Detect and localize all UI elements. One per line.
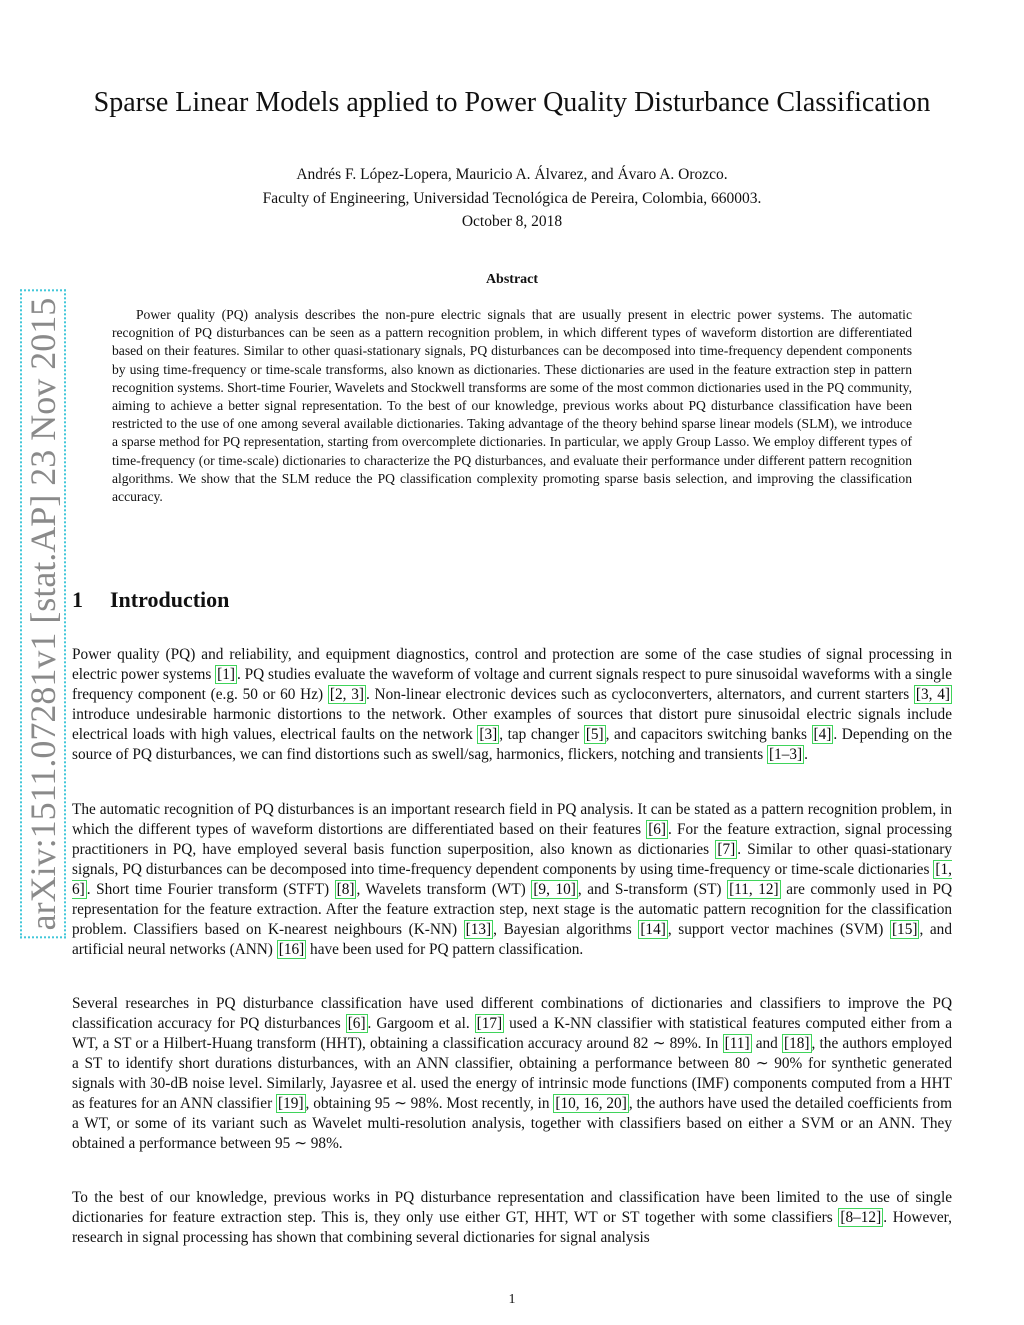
citation-link[interactable]: [6]: [648, 821, 667, 838]
text-run: introduce undesirable harmonic distortions to the network. Other examples of sources that distort pure sinusoidal electric signals include electrical loads with high values, electrical faults on the network: [72, 706, 952, 743]
text-run: To the best of our knowledge, previous works in PQ disturbance representation and classification have been limited to the use of single dictionaries for feature extraction step. This is, they only use either GT, HHT, WT or ST together with some classifiers: [72, 1189, 952, 1226]
paper-authors: Andrés F. López-Lopera, Mauricio A. Álvarez, and Ávaro A. Orozco.: [296, 166, 728, 183]
text-run: . Depending on the source of PQ disturbances, we can find distortions such as swell/sag, harmonics, flickers, notching and transients: [72, 726, 952, 763]
text-run: , the authors employed a ST to identify short durations disturbances, with an ANN classifier, obtaining a performance between 80 ∼ 90% for synthetic generated signals with 30-dB noise level. Similarly, Jayasree et al. used the energy of intrinsic mode functions (IMF) components computed from a HHT as features for an ANN classifier: [72, 1035, 952, 1112]
text-run: Several researches in PQ disturbance classification have used different combinations of dictionaries and classifiers to improve the PQ classification accuracy for PQ disturbances: [72, 995, 952, 1032]
text-run: , Wavelets transform (WT): [356, 881, 532, 898]
text-run: used a K-NN classifier with statistical features computed either from a WT, a ST or a Hilbert-Huang transform (HHT), obtaining a classification accuracy around 82 ∼ 89%. In: [72, 1015, 952, 1052]
abstract-text: Power quality (PQ) analysis describes the non-pure electric signals that are usually present in electric power systems. The automatic recognition of PQ disturbances can be seen as a pattern recognition problem, in which different types of waveform distortion are differentiated based on their features. Similar to other quasi-stationary signals, PQ disturbances can be decomposed into time-frequency dependent components by using time-frequency or time-scale transforms, also known as dictionaries. These dictionaries are used in the feature extraction step in pattern recognition systems. Short-time Fourier, Wavelets and Stockwell transforms are some of the most common dictionaries used in the PQ community, aiming to achieve a better signal representation. To the best of our knowledge, previous works about PQ disturbance classification have been restricted to the use of one among several available dictionaries. Taking advantage of the theory behind sparse linear models (SLM), we introduce a sparse method for PQ representation, starting from overcomplete dictionaries. In particular, we apply Group Lasso. We employ different types of time-frequency (or time-scale) dictionaries to characterize the PQ disturbances, and evaluate their performance under different pattern recognition algorithms. We show that the SLM reduce the PQ classification complexity promoting sparse basis selection, and improving the classification accuracy.: [112, 307, 912, 505]
text-run: are commonly used in PQ representation for the feature extraction. After the feature extraction step, next stage is the automatic pattern recognition for the classification problem. Classifiers based on K-nearest neighbours (K-NN): [72, 881, 952, 938]
text-run: , and S-transform (ST): [577, 881, 728, 898]
arxiv-stamp-text: arXiv:1511.07281v1 [stat.AP] 23 Nov 2015: [20, 290, 66, 939]
citation-link[interactable]: [19]: [278, 1095, 304, 1112]
text-run: , the authors have used the detailed coefficients from a WT, or some of its variant such as Wavelet multi-resolution analysis, together with classifiers based on either a SVM or an ANN. They obtained a performance between 95 ∼ 98%.: [72, 1095, 952, 1152]
citation-link[interactable]: [1]: [217, 666, 235, 683]
text-run: . For the feature extraction, signal processing practitioners in PQ, have employed several basis function superposition, also known as dictionaries: [72, 821, 952, 858]
text-run: , Bayesian algorithms: [493, 921, 639, 938]
citation-link[interactable]: [17]: [476, 1015, 503, 1032]
intro-paragraph-4: [72, 1188, 952, 1248]
citation-link[interactable]: [8–12]: [840, 1209, 882, 1226]
citation-link[interactable]: [9, 10]: [533, 881, 576, 898]
paper-title: Sparse Linear Models applied to Power Quality Disturbance Classification: [93, 87, 931, 118]
text-run: have been used for PQ pattern classification.: [306, 941, 584, 958]
citation-link[interactable]: [5]: [585, 726, 604, 743]
citation-link[interactable]: [10, 16, 20]: [555, 1095, 627, 1112]
citation-link[interactable]: [3]: [479, 726, 498, 743]
text-run: . PQ studies evaluate the waveform of voltage and current signals respect to pure sinusoidal waveforms with a single frequency component (e.g. 50 or 60 Hz): [72, 666, 952, 703]
abstract-heading: Abstract: [485, 272, 539, 287]
section-heading-introduction: [72, 587, 229, 613]
text-run: , and capacitors switching banks: [605, 726, 812, 743]
citation-link[interactable]: [16]: [278, 941, 305, 958]
citation-link[interactable]: [11, 12]: [729, 881, 779, 898]
citation-link[interactable]: [6]: [347, 1015, 366, 1032]
section-number: 1: [72, 587, 83, 612]
citation-link[interactable]: [2, 3]: [329, 686, 364, 703]
text-run: , and artificial neural networks (ANN): [72, 921, 952, 958]
citation-link[interactable]: [18]: [784, 1035, 810, 1052]
citation-link[interactable]: [1–3]: [769, 746, 803, 763]
text-run: , support vector machines (SVM): [667, 921, 890, 938]
text-run: and: [751, 1035, 783, 1052]
text-run: .: [804, 746, 808, 763]
citation-link[interactable]: [1, 6]: [72, 861, 952, 898]
citation-link[interactable]: [15]: [891, 921, 918, 938]
text-run: , tap changer: [499, 726, 584, 743]
text-run: The automatic recognition of PQ disturbances is an important research field in PQ analysis. It can be stated as a pattern recognition problem, in which the different types of waveform distortions are differentiated based on their features: [72, 801, 952, 838]
section-title: Introduction: [110, 587, 230, 612]
paper-affiliation: Faculty of Engineering, Universidad Tecnológica de Pereira, Colombia, 660003.: [262, 190, 762, 207]
citation-link[interactable]: [14]: [640, 921, 666, 938]
arxiv-identifier-link[interactable]: [18, 297, 68, 931]
citation-link[interactable]: [3, 4]: [915, 686, 950, 703]
paper-date: October 8, 2018: [461, 213, 563, 230]
citation-link[interactable]: [7]: [717, 841, 736, 858]
text-run: , obtaining 95 ∼ 98%. Most recently, in: [305, 1095, 554, 1112]
intro-paragraph-1: [72, 645, 952, 765]
citation-link[interactable]: [8]: [336, 881, 355, 898]
page-number: 1: [508, 1292, 516, 1307]
text-run: . Non-linear electronic devices such as cycloconverters, alternators, and current starters: [365, 686, 914, 703]
citation-link[interactable]: [11]: [724, 1035, 750, 1052]
citation-link[interactable]: [4]: [813, 726, 832, 743]
citation-link[interactable]: [13]: [465, 921, 492, 938]
text-run: Power quality (PQ) and reliability, and equipment diagnostics, control and protection are some of the case studies of signal processing in electric power systems: [72, 646, 952, 683]
intro-paragraph-2: [72, 800, 952, 960]
text-run: . Gargoom et al.: [367, 1015, 475, 1032]
text-run: . Similar to other quasi-stationary signals, PQ disturbances can be decomposed into time-frequency dependent components by using time-frequency or time-scale dictionaries: [72, 841, 952, 878]
text-run: . However, research in signal processing has shown that combining several dictionaries for signal analysis: [72, 1209, 952, 1246]
intro-paragraph-3: [72, 994, 952, 1154]
text-run: . Short time Fourier transform (STFT): [86, 881, 335, 898]
